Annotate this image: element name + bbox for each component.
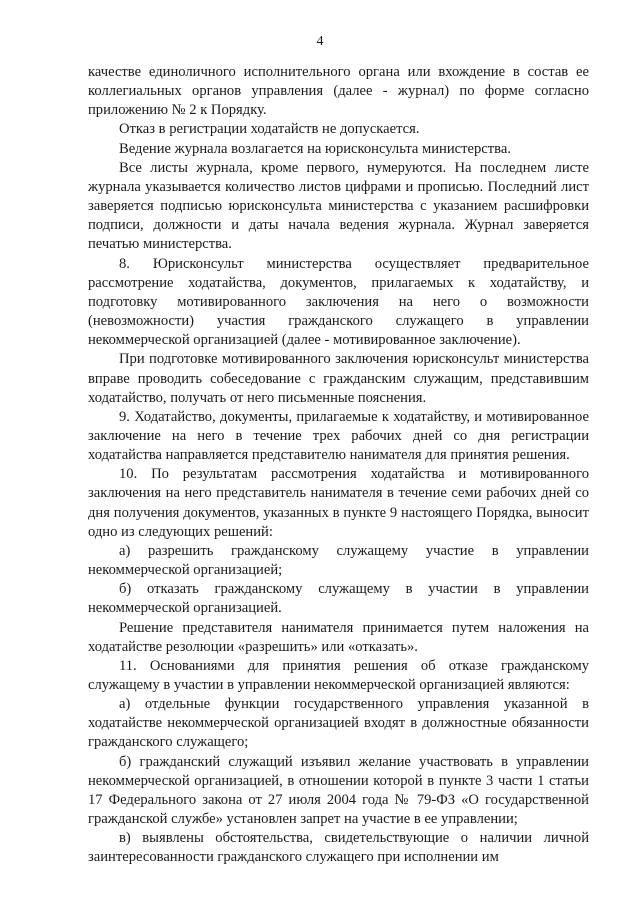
paragraph-decision-b: б) отказать гражданскому служащему в участии в управлении некоммерческой организацией.	[88, 581, 589, 617]
paragraph-resolution: Решение представителя нанимателя принимается путем наложения на ходатайстве резолюции «разрешить» или «отказать».	[88, 619, 589, 655]
paragraph-decision-a: а) разрешить гражданскому служащему участие в управлении некоммерческой организацией;	[88, 542, 589, 579]
paragraph-journal-keeping: Ведение журнала возлагается на юрисконсульта министерства.	[119, 140, 511, 157]
paragraph-journal-form: качестве единоличного исполнительного органа или вхождение в состав ее коллегиальных органов управления (далее - журнал) по форме согласно приложению № 2 к Порядку.	[88, 64, 589, 119]
paragraph-refusal-not-allowed: Отказ в регистрации ходатайств не допускается.	[119, 121, 420, 138]
paragraph-ground-a: а) отдельные функции государственного управления указанной в ходатайстве некоммерческой организацией входят в должностные обязанности гражданского служащего;	[88, 696, 589, 751]
paragraph-ground-c: в) выявлены обстоятельства, свидетельствующие о наличии личной заинтересованности гражданского служащего при исполнении им	[88, 830, 589, 866]
page-number: 4	[316, 34, 324, 49]
document-body	[88, 63, 589, 868]
paragraph-interview: При подготовке мотивированного заключения юрисконсульт министерства вправе проводить собеседование с гражданским служащим, представившим ходатайство, получать от него письменные пояснения.	[88, 351, 589, 406]
paragraph-item-9: 9. Ходатайство, документы, прилагаемые к ходатайству, и мотивированное заключение на него в течение трех рабочих дней со дня регистрации ходатайства направляется представителю нанимателя для принятия решения.	[88, 408, 589, 464]
paragraph-item-10: 10. По результатам рассмотрения ходатайства и мотивированного заключения на него представитель нанимателя в течение семи рабочих дней со дня получения документов, указанных в пункте 9 настоящего Порядка, выносит одно из следующих решений:	[88, 466, 589, 540]
paragraph-journal-pages: Все листы журнала, кроме первого, нумеруются. На последнем листе журнала указывается количество листов цифрами и прописью. Последний лист заверяется подписью юрисконсульта министерства с указанием расшифровки подписи, должности и даты начала ведения журнала. Журнал заверяется печатью министерства.	[88, 159, 589, 253]
paragraph-item-8: 8. Юрисконсульт министерства осуществляет предварительное рассмотрение ходатайства, документов, прилагаемых к ходатайству, и подготовку мотивированного заключения на него о возможности (невозможности) участия гражданского служащего в управлении некоммерческой организацией (далее - мотивированное заключение).	[88, 255, 589, 349]
paragraph-ground-b: б) гражданский служащий изъявил желание участвовать в управлении некоммерческой организацией, в отношении которой в пункте 3 части 1 статьи 17 Федерального закона от 27 июля 2004 года № 79-ФЗ «О государственной гражданской службе» установлен запрет на участие в ее управлении;	[88, 753, 589, 828]
paragraph-item-11: 11. Основаниями для принятия решения об отказе гражданскому служащему в участии в управлении некоммерческой организацией являются:	[88, 657, 589, 693]
